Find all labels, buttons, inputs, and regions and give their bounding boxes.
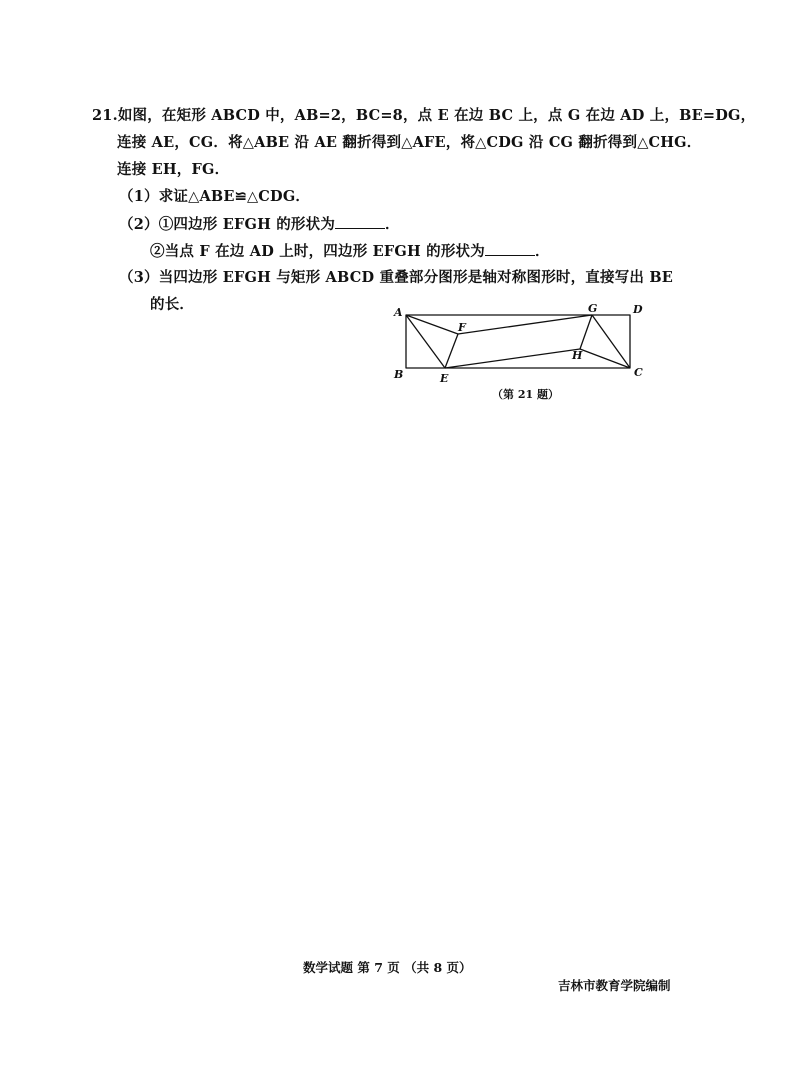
- segment-eh: [445, 349, 580, 368]
- segment-ae: [406, 315, 445, 368]
- part-2a-end: ．: [385, 216, 400, 233]
- question-line-2: 连接 AE，CG．将△ABE 沿 AE 翻折得到△AFE，将△CDG 沿 CG 翻折得到△CHG．: [117, 134, 702, 151]
- segment-fe: [445, 334, 458, 368]
- part-2b-end: ．: [534, 243, 550, 260]
- question-line-1: [92, 106, 755, 126]
- part-2b-text: ②当点 F 在边 AD 上时，四边形 EFGH 的形状为: [150, 243, 485, 260]
- segment-af: [406, 315, 458, 334]
- segment-gh: [580, 315, 592, 349]
- segment-fg: [458, 315, 592, 334]
- question-stem-1: 如图，在矩形 ABCD 中，AB=2，BC=8，点 E 在边 BC 上，点 G 在边 AD 上，BE=DG，: [117, 107, 756, 124]
- question-line-3: 连接 EH，FG．: [117, 161, 230, 178]
- part-1: （1）求证△ABE≌△CDG．: [119, 188, 311, 205]
- label-a: A: [394, 306, 403, 319]
- answer-blank-2b[interactable]: [485, 241, 535, 256]
- label-d: D: [633, 303, 643, 316]
- label-b: B: [394, 368, 404, 381]
- label-c: C: [634, 366, 643, 379]
- footer-page-info: 数学试题 第 7 页 （共 8 页）: [303, 960, 472, 975]
- part-3-line-1: （3）当四边形 EFGH 与矩形 ABCD 重叠部分图形是轴对称图形时，直接写出 BE: [119, 269, 674, 286]
- figure-caption: （第 21 题）: [492, 388, 559, 401]
- question-number: 21.: [92, 107, 118, 124]
- label-e: E: [440, 372, 449, 385]
- label-h: H: [572, 349, 583, 362]
- geometry-figure: [388, 298, 650, 406]
- part-2a: [119, 214, 400, 235]
- part-2b: [150, 241, 550, 262]
- part-2a-text: （2）①四边形 EFGH 的形状为: [119, 216, 336, 233]
- answer-blank-2a[interactable]: [335, 214, 385, 229]
- label-g: G: [588, 302, 598, 315]
- label-f: F: [458, 321, 466, 334]
- footer-publisher: 吉林市教育学院编制: [558, 978, 671, 993]
- part-3-line-2: 的长．: [150, 296, 195, 313]
- segment-gc: [592, 315, 630, 368]
